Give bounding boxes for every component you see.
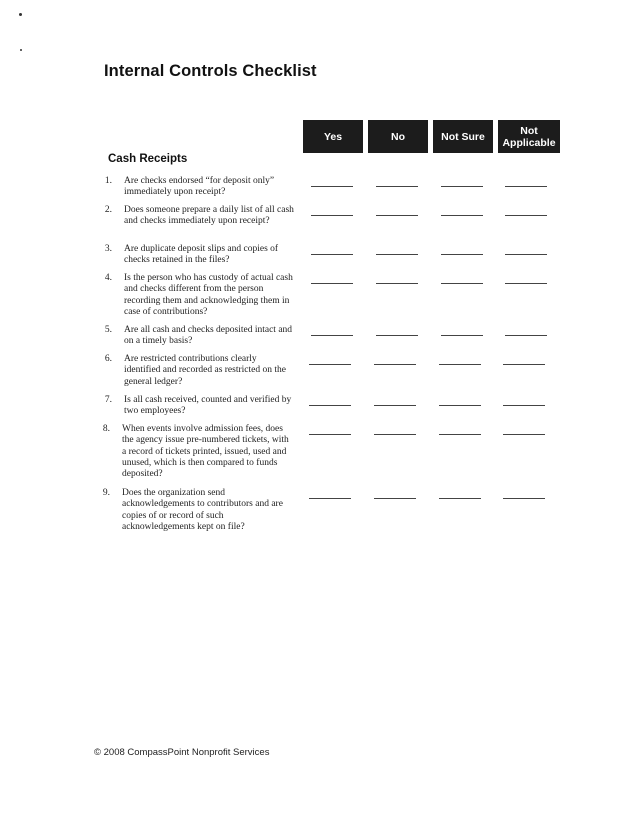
scan-speck — [19, 13, 22, 16]
answer-line-not-applicable[interactable] — [505, 283, 547, 284]
question-number: 5. — [104, 325, 112, 335]
answer-line-yes[interactable] — [309, 405, 351, 406]
question-text: Does someone prepare a daily list of all cash and checks immediately upon receipt? — [124, 205, 294, 227]
answer-line-no[interactable] — [376, 283, 418, 284]
answer-line-yes[interactable] — [311, 283, 353, 284]
question-number: 9. — [102, 488, 110, 498]
answer-line-not-sure[interactable] — [439, 364, 481, 365]
answer-line-no[interactable] — [374, 434, 416, 435]
question-number: 1. — [104, 176, 112, 186]
answer-line-not-sure[interactable] — [441, 186, 483, 187]
answer-line-yes[interactable] — [311, 335, 353, 336]
question-number: 8. — [102, 424, 110, 434]
answer-line-not-sure[interactable] — [441, 254, 483, 255]
scan-speck — [20, 49, 22, 51]
column-header-not-applicable — [498, 120, 560, 153]
answer-line-not-applicable[interactable] — [503, 364, 545, 365]
answer-line-not-applicable[interactable] — [505, 215, 547, 216]
answer-line-no[interactable] — [376, 186, 418, 187]
question-text: When events involve admission fees, does the agency issue pre-numbered tickets, with a record of tickets printed, issued, used and unused, which is then compared to funds deposited? — [122, 424, 289, 480]
answer-line-no[interactable] — [374, 405, 416, 406]
answer-line-yes[interactable] — [309, 434, 351, 435]
answer-line-no[interactable] — [374, 498, 416, 499]
answer-line-yes[interactable] — [311, 254, 353, 255]
copyright-footer: © 2008 CompassPoint Nonprofit Services — [94, 747, 270, 758]
answer-line-not-sure[interactable] — [441, 335, 483, 336]
question-number: 3. — [104, 244, 112, 254]
answer-line-not-sure[interactable] — [439, 498, 481, 499]
page-title: Internal Controls Checklist — [104, 62, 317, 80]
answer-line-not-sure[interactable] — [439, 434, 481, 435]
answer-line-not-applicable[interactable] — [503, 405, 545, 406]
answer-line-not-applicable[interactable] — [503, 498, 545, 499]
answer-line-not-sure[interactable] — [441, 283, 483, 284]
question-text: Is the person who has custody of actual cash and checks different from the person recording them and acknowledging them in case of contributions? — [124, 273, 293, 317]
column-header-label: Not Applicable — [502, 124, 556, 149]
question-text: Are duplicate deposit slips and copies of checks retained in the files? — [124, 244, 279, 266]
question-number: 4. — [104, 273, 112, 283]
answer-line-not-applicable[interactable] — [505, 254, 547, 255]
column-header-yes: Yes — [303, 120, 363, 153]
question-text: Are all cash and checks deposited intact and on a timely basis? — [124, 325, 293, 347]
question-number: 2. — [104, 205, 112, 215]
question-number: 6. — [104, 354, 112, 364]
answer-line-no[interactable] — [376, 335, 418, 336]
answer-line-not-sure[interactable] — [439, 405, 481, 406]
question-text: Does the organization send acknowledgements to contributors and are copies of or record of such acknowledgements kept on file? — [122, 488, 283, 532]
answer-line-not-applicable[interactable] — [503, 434, 545, 435]
answer-line-not-sure[interactable] — [441, 215, 483, 216]
answer-line-not-applicable[interactable] — [505, 335, 547, 336]
column-header-not-sure: Not Sure — [433, 120, 493, 153]
column-header-no: No — [368, 120, 428, 153]
answer-line-no[interactable] — [374, 364, 416, 365]
question-text: Is all cash received, counted and verified by two employees? — [124, 395, 292, 417]
answer-line-yes[interactable] — [309, 364, 351, 365]
answer-line-not-applicable[interactable] — [505, 186, 547, 187]
answer-line-yes[interactable] — [311, 186, 353, 187]
answer-line-no[interactable] — [376, 215, 418, 216]
question-text: Are restricted contributions clearly identified and recorded as restricted on the general ledger? — [124, 354, 286, 387]
section-title: Cash Receipts — [108, 153, 188, 165]
answer-line-yes[interactable] — [309, 498, 351, 499]
answer-line-yes[interactable] — [311, 215, 353, 216]
question-number: 7. — [104, 395, 112, 405]
answer-line-no[interactable] — [376, 254, 418, 255]
question-text: Are checks endorsed “for deposit only” immediately upon receipt? — [124, 176, 275, 198]
